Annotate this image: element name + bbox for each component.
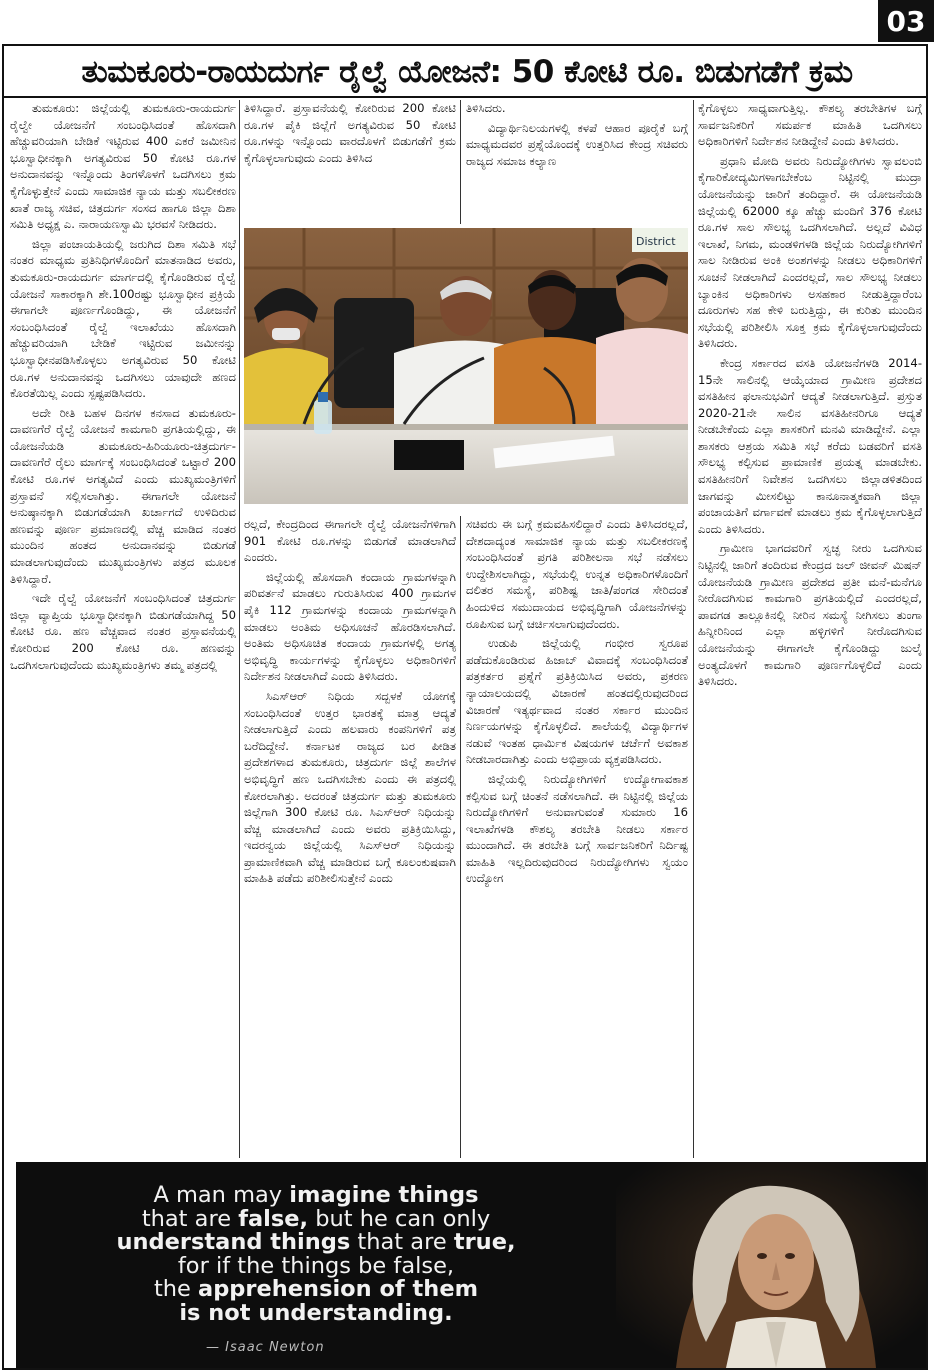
quote-segment: is not understanding. — [179, 1299, 453, 1326]
quote-segment: that are — [350, 1229, 454, 1255]
quote-segment: that are — [141, 1205, 239, 1232]
quote-author: — Isaac Newton — [206, 1340, 325, 1355]
article-column-2-bottom — [244, 516, 456, 1160]
article-column-3-bottom — [466, 516, 688, 1160]
photo-nameplate: District — [636, 235, 676, 248]
meeting-photo — [244, 228, 688, 504]
article-paragraph: ಪ್ರಧಾನಿ ಮೋದಿ ಅವರು ನಿರುದ್ಯೋಗಿಗಳು ಸ್ವಾವಲಂಬಿ ಕೈಗಾರಿಕೋದ್ಯಮಿಗಳಾಗಬೇಕೆಂಬ ನಿಟ್ಟಿನಲ್ಲಿ ಮುದ್ರಾ ಯೋಜನೆಯನ್ನು ಜಾರಿಗೆ ತಂದಿದ್ದಾರೆ. ಈ ಯೋಜನೆಯಡಿ ಜಿಲ್ಲೆಯಲ್ಲಿ 62000 ಕ್ಕೂ ಹೆಚ್ಚು ಮಂದಿಗೆ 376 ಕೋಟಿ ರೂ.ಗಳ ಸಾಲ ಸೌಲಭ್ಯ ಒದಗಿಸಲಾಗಿದೆ. ಅಲ್ಲದೆ ವಿವಿಧ ಇಲಾಖೆ, ನಿಗಮ, ಮಂಡಳಿಗಳಡಿ ಜಿಲ್ಲೆಯ ನಿರುದ್ಯೋಗಿಗಳಿಗೆ ಸಾಲ ನೀಡಿರುವ ಅಂಕಿ ಅಂಶಗಳನ್ನು ನೀಡಲು ಅಧಿಕಾರಿಗಳಿಗೆ ಸೂಚನೆ ನೀಡಲಾಗಿದೆ ಎಂದರಲ್ಲದೆ, ಸಾಲ ಸೌಲಭ್ಯ ನೀಡಲು ಬ್ಯಾಂಕಿನ ಅಧಿಕಾರಿಗಳು ಅಸಹಕಾರ ನೀಡುತ್ತಿದ್ದಾರೆಂಬ ದೂರುಗಳು ಸಹ ಕೇಳಿ ಬರುತ್ತಿದ್ದು, ಈ ಕುರಿತು ಮುಂದಿನ ಸಭೆಯಲ್ಲಿ ಪರಿಶೀಲಿಸಿ ಸೂಕ್ತ ಕ್ರಮ ಕೈಗೊಳ್ಳಲಾಗುವುದೆಂದು ತಿಳಿಸಿದರು. — [698, 153, 922, 351]
article-paragraph: ಕೇಂದ್ರ ಸರ್ಕಾರದ ವಸತಿ ಯೋಜನೆಗಳಡಿ 2014-15ನೇ ಸಾಲಿನಲ್ಲಿ ಆಯ್ಕೆಯಾದ ಗ್ರಾಮೀಣ ಪ್ರದೇಶದ ವಸತಿಹೀನ ಫಲಾನುಭವಿಗೆ ಆದ್ಯತೆ ನೀಡಲಾಗುತ್ತಿದೆ. ಪ್ರಸ್ತುತ 2020-21ನೇ ಸಾಲಿನ ವಸತಿಹೀನರಿಗೂ ಆದ್ಯತೆ ನೀಡಬೇಕೆಂದು ಎಲ್ಲಾ ಶಾಸಕರಿಗೆ ಮನವಿ ಮಾಡಿದ್ದೇನೆ. ಎಲ್ಲಾ ಶಾಸಕರು ಆಶ್ರಯ ಸಮಿತಿ ಸಭೆ ಕರೆದು ಬಡವರಿಗೆ ವಸತಿ ಸೌಲಭ್ಯ ಕಲ್ಪಿಸುವ ಪ್ರಾಮಾಣಿಕ ಪ್ರಯತ್ನ ಮಾಡಬೇಕು. ವಸತಿಹೀನರಿಗೆ ನಿವೇಶನ ಒದಗಿಸಲು ಜಿಲ್ಲಾಡಳಿತದಿಂದ ಜಾಗವನ್ನು ಮೀಸಲಿಟ್ಟು ಕಾನೂನಾತ್ಮಕವಾಗಿ ಜಿಲ್ಲಾ ಪಂಚಾಯತಿಗೆ ವರ್ಗಾವಣೆ ಮಾಡಲು ಕ್ರಮ ಕೈಗೊಳ್ಳಲಾಗುತ್ತಿದೆ ಎಂದು ತಿಳಿಸಿದರು. — [698, 355, 922, 536]
article-paragraph: ಗ್ರಾಮೀಣ ಭಾಗದವರಿಗೆ ಸ್ವಚ್ಛ ನೀರು ಒದಗಿಸುವ ನಿಟ್ಟಿನಲ್ಲಿ ಜಾರಿಗೆ ತಂದಿರುವ ಕೇಂದ್ರದ ಜಲ್ ಜೀವನ್ ಮಿಷನ್ ಯೋಜನೆಯಡಿ ಗ್ರಾಮೀಣ ಪ್ರದೇಶದ ಪ್ರತೀ ಮನೆ-ಮನೆಗೂ ನೀರೊದಗಿಸುವ ಕಾಮಗಾರಿ ಪ್ರಗತಿಯಲ್ಲಿದೆ ಎಂದರಲ್ಲದೆ, ಪಾವಗಡ ತಾಲ್ಲೂಕಿನಲ್ಲಿ ನೀರಿನ ಸಮಸ್ಯೆ ನೀಗಿಸಲು ತುಂಗಾ ಹಿನ್ನೀರಿನಿಂದ ಎಲ್ಲಾ ಹಳ್ಳಿಗಳಿಗೆ ನೀರೊದಗಿಸುವ ಯೋಜನೆಯನ್ನು ಈಗಾಗಲೇ ಕೈಗೊಂಡಿದ್ದು ಜುಲೈ ಅಂತ್ಯದೊಳಗೆ ಕಾಮಗಾರಿ ಪೂರ್ಣಗೊಳ್ಳಲಿದೆ ಎಂದು ತಿಳಿಸಿದರು. — [698, 541, 922, 689]
column-divider — [693, 100, 694, 1158]
article-paragraph: ಜಿಲ್ಲೆಯಲ್ಲಿ ನಿರುದ್ಯೋಗಿಗಳಿಗೆ ಉದ್ಯೋಗಾವಕಾಶ ಕಲ್ಪಿಸುವ ಬಗ್ಗೆ ಚಿಂತನೆ ನಡೆಸಲಾಗಿದೆ. ಈ ನಿಟ್ಟಿನಲ್ಲಿ ಜಿಲ್ಲೆಯ ನಿರುದ್ಯೋಗಿಗಳಿಗೆ ಅನುವಾಗುವಂತೆ ಸುಮಾರು 16 ಇಲಾಖೆಗಳಡಿ ಕೌಶಲ್ಯ ತರಬೇತಿ ನೀಡಲು ಸರ್ಕಾರ ಮುಂದಾಗಿದೆ. ಈ ತರಬೇತಿ ಬಗ್ಗೆ ಸಾರ್ವಜನಿಕರಿಗೆ ನಿರ್ದಿಷ್ಟ ಮಾಹಿತಿ ಇಲ್ಲದಿರುವುದರಿಂದ ನಿರುದ್ಯೋಗಿಗಳು ಸ್ವಯಂ ಉದ್ಯೋಗ — [466, 771, 688, 886]
article-paragraph: ಸಿಎಸ್‌ಆರ್ ನಿಧಿಯ ಸದ್ಬಳಕೆ ಯೋಗಕ್ಕೆ ಸಂಬಂಧಿಸಿದಂತೆ ಉತ್ತರ ಭಾರತಕ್ಕೆ ಮಾತ್ರ ಆದ್ಯತೆ ನೀಡಲಾಗುತ್ತಿದೆ ಎಂದು ಹಲವಾರು ಕಂಪನಿಗಳಿಗೆ ಪತ್ರ ಬರೆದಿದ್ದೇನೆ. ಕರ್ನಾಟಕ ರಾಜ್ಯದ ಬರ ಪೀಡಿತ ಪ್ರದೇಶಗಳಾದ ತುಮಕೂರು, ಚಿತ್ರದುರ್ಗ ಜಿಲ್ಲೆ ಶಾಲೆಗಳ ಅಭಿವೃದ್ಧಿಗೆ ಹಣ ಒದಗಿಸಬೇಕು ಎಂದು ಈ ಪತ್ರದಲ್ಲಿ ಕೋರಲಾಗಿತ್ತು. ಅದರಂತೆ ಚಿತ್ರದುರ್ಗ ಮತ್ತು ತುಮಕೂರು ಜಿಲ್ಲೆಗಾಗಿ 300 ಕೋಟಿ ರೂ. ಸಿಎಸ್‌ಆರ್ ನಿಧಿಯನ್ನು ವೆಚ್ಚ ಮಾಡಲಾಗಿದೆ ಎಂದು ಅವರು ಪ್ರತಿಕ್ರಿಯಿಸಿದ್ದು, ಇದರನ್ವಯ ಜಿಲ್ಲೆಯಲ್ಲಿ ಸಿಎಸ್‌ಆರ್ ನಿಧಿಯನ್ನು ಪ್ರಾಮಾಣಿಕವಾಗಿ ವೆಚ್ಚ ಮಾಡಿರುವ ಬಗ್ಗೆ ಕೂಲಂಕುಷವಾಗಿ ಮಾಹಿತಿ ಪಡೆದು ಪರಿಶೀಲಿಸುತ್ತೇನೆ ಎಂದು — [244, 688, 456, 886]
article-paragraph: ಕೈಗೊಳ್ಳಲು ಸಾಧ್ಯವಾಗುತ್ತಿಲ್ಲ. ಕೌಶಲ್ಯ ತರಬೇತಿಗಳ ಬಗ್ಗೆ ಸಾರ್ವಜನಿಕರಿಗೆ ಸಮರ್ಪಕ ಮಾಹಿತಿ ಒದಗಿಸಲು ಅಧಿಕಾರಿಗಳಿಗೆ ನಿರ್ದೇಶನ ನೀಡಿದ್ದೇನೆ ಎಂದು ತಿಳಿಸಿದರು. — [698, 101, 922, 149]
article-paragraph: ರಲ್ಲದೆ, ಕೇಂದ್ರದಿಂದ ಈಗಾಗಲೇ ರೈಲ್ವೆ ಯೋಜನೆಗಳಿಗಾಗಿ 901 ಕೋಟಿ ರೂ.ಗಳನ್ನು ಬಿಡುಗಡೆ ಮಾಡಲಾಗಿದೆ ಎಂದರು. — [244, 517, 456, 565]
quote-text — [46, 1184, 586, 1325]
quote-segment: understand things — [116, 1229, 351, 1255]
article-paragraph: ತಿಳಿಸಿದ್ದಾರೆ. ಪ್ರಸ್ತಾವನೆಯಲ್ಲಿ ಕೋರಿರುವ 200 ಕೋಟಿ ರೂ.ಗಳ ಪೈಕಿ ಜಿಲ್ಲೆಗೆ ಅಗತ್ಯವಿರುವ 50 ಕೋಟಿ ರೂ.ಗಳನ್ನು ಇನ್ನೊಂದು ವಾರದೊಳಗೆ ಬಿಡುಗಡೆಗೆ ಕ್ರಮ ಕೈಗೊಳ್ಳಲಾಗುವುದು ಎಂದು ತಿಳಿಸಿದ — [244, 101, 456, 165]
article-paragraph: ಅದೇ ರೀತಿ ಬಹಳ ದಿನಗಳ ಕನಸಾದ ತುಮಕೂರು-ದಾವಣಗೆರೆ ರೈಲ್ವೆ ಯೋಜನೆ ಕಾಮಗಾರಿ ಪ್ರಗತಿಯಲ್ಲಿದ್ದು, ಈ ಯೋಜನೆಯಡಿ ತುಮಕೂರು-ಹಿರಿಯೂರು-ಚಿತ್ರದುರ್ಗ-ದಾವಣಗೆರೆ ರೈಲು ಮಾರ್ಗಕ್ಕೆ ಸಂಬಂಧಿಸಿದಂತೆ ಒಟ್ಟಾರೆ 200 ಕೋಟಿ ರೂ.ಗಳ ಅಗತ್ಯವಿದೆ ಎಂದು ಮುಖ್ಯಮಂತ್ರಿಗಳಿಗೆ ಪ್ರಸ್ತಾವನೆ ಸಲ್ಲಿಸಲಾಗಿತ್ತು. ಈಗಾಗಲೇ ಯೋಜನೆ ಅನುಷ್ಠಾನಕ್ಕಾಗಿ ಬಿಡುಗಡೆಯಾಗಿ ಖರ್ಚಾಗದೆ ಉಳಿದಿರುವ ಹಣವನ್ನು ಪೂರ್ಣ ಪ್ರಮಾಣದಲ್ಲಿ ವೆಚ್ಚ ಮಾಡಿದ ನಂತರ ಮುಂದಿನ ಹಂತದ ಅನುದಾನವನ್ನು ಬಿಡುಗಡೆ ಮಾಡಲಾಗುವುದೆಂದು ಮುಖ್ಯಮಂತ್ರಿಗಳು ಪತ್ರದ ಮೂಲಕ ತಿಳಿಸಿದ್ದಾರೆ. — [10, 405, 236, 586]
article-paragraph: ವಿದ್ಯಾರ್ಥಿನಿಲಯಗಳಲ್ಲಿ ಕಳಪೆ ಆಹಾರ ಪೂರೈಕೆ ಬಗ್ಗೆ ಮಾಧ್ಯಮದವರ ಪ್ರಶ್ನೆಯೊಂದಕ್ಕೆ ಉತ್ತರಿಸಿದ ಕೇಂದ್ರ ಸಚಿವರು ರಾಜ್ಯದ ಸಮಾಜ ಕಲ್ಯಾಣ — [466, 120, 688, 168]
article-paragraph: ಸಚಿವರು ಈ ಬಗ್ಗೆ ಕ್ರಮವಹಿಸಲಿದ್ದಾರೆ ಎಂದು ತಿಳಿಸಿದರಲ್ಲದೆ, ದೇಶದಾದ್ಯಂತ ಸಾಮಾಜಿಕ ನ್ಯಾಯ ಮತ್ತು ಸಬಲೀಕರಣಕ್ಕೆ ಸಂಬಂಧಿಸಿದಂತೆ ಪ್ರಗತಿ ಪರಿಶೀಲನಾ ಸಭೆ ನಡೆಸಲು ಉದ್ದೇಶಿಸಲಾಗಿದ್ದು, ಸಭೆಯಲ್ಲಿ ಉನ್ನತ ಅಧಿಕಾರಿಗಳೊಂದಿಗೆ ದಲಿತರ ಸಮಸ್ಯೆ, ಪರಿಶಿಷ್ಟ ಜಾತಿ/ಪಂಗಡ ಸೇರಿದಂತೆ ಹಿಂದುಳಿದ ಸಮುದಾಯದ ಅಭಿವೃದ್ಧಿಗಾಗಿ ಯೋಜನೆಗಳನ್ನು ರೂಪಿಸುವ ಬಗ್ಗೆ ಚರ್ಚಿಸಲಾಗುವುದೆಂದರು. — [466, 517, 688, 631]
article-column-1 — [10, 100, 236, 1160]
quote-segment: for if the things be false, — [177, 1252, 455, 1279]
article-column-3-top — [466, 100, 688, 224]
quote-segment: imagine things — [289, 1182, 479, 1208]
meeting-photo-illustration — [244, 228, 688, 504]
quote-segment: but he can only — [308, 1205, 491, 1232]
article-paragraph: ತಿಳಿಸಿದರು. — [466, 101, 506, 115]
page-number: 03 — [878, 0, 934, 42]
headline: ತುಮಕೂರು-ರಾಯದುರ್ಗ ರೈಲ್ವೆ ಯೋಜನೆ: 50 ಕೋಟಿ ರೂ. ಬಿಡುಗಡೆಗೆ ಕ್ರಮ — [81, 54, 853, 90]
column-divider — [460, 100, 461, 224]
article-paragraph: ಜಿಲ್ಲಾ ಪಂಚಾಯತಿಯಲ್ಲಿ ಜರುಗಿದ ದಿಶಾ ಸಮಿತಿ ಸಭೆ ನಂತರ ಮಾಧ್ಯಮ ಪ್ರತಿನಿಧಿಗಳೊಂದಿಗೆ ಮಾತನಾಡಿದ ಅವರು, ತುಮಕೂರು-ರಾಯದುರ್ಗ ಮಾರ್ಗದಲ್ಲಿ ಕೈಗೊಂಡಿರುವ ರೈಲ್ವೆ ಯೋಜನೆ ಸಾಕಾರಕ್ಕಾಗಿ ಶೇ.100ರಷ್ಟು ಭೂಸ್ವಾಧೀನ ಪ್ರಕ್ರಿಯೆ ಈಗಾಗಲೇ ಪೂರ್ಣಗೊಂಡಿದ್ದು, ಈ ಯೋಜನೆಗೆ ಸಂಬಂಧಿಸಿದಂತೆ ರೈಲ್ವೆ ಇಲಾಖೆಯು ಹೊಸದಾಗಿ ಹೆಚ್ಚುವರಿಯಾಗಿ ಬೇಡಿಕೆ ಇಟ್ಟಿರುವ ಜಮೀನನ್ನು ಭೂಸ್ವಾಧೀನಪಡಿಸಿಕೊಳ್ಳಲು ಅಗತ್ಯವಿರುವ 50 ಕೋಟಿ ರೂ.ಗಳ ಅನುದಾನವನ್ನು ಒದಗಿಸಲು ಯಾವುದೇ ಹಣದ ಕೊರತೆಯಿಲ್ಲ ಎಂದು ಸ್ಪಷ್ಟಪಡಿಸಿದರು. — [10, 236, 236, 401]
article-paragraph: ಉಡುಪಿ ಜಿಲ್ಲೆಯಲ್ಲಿ ಗಂಭೀರ ಸ್ವರೂಪ ಪಡೆದುಕೊಂಡಿರುವ ಹಿಜಾಬ್ ವಿವಾದಕ್ಕೆ ಸಂಬಂಧಿಸಿದಂತೆ ಪತ್ರಕರ್ತರ ಪ್ರಶ್ನೆಗೆ ಪ್ರತಿಕ್ರಿಯಿಸಿದ ಅವರು, ಪ್ರಕರಣ ನ್ಯಾಯಾಲಯದಲ್ಲಿ ವಿಚಾರಣೆ ಹಂತದಲ್ಲಿರುವುದರಿಂದ ವಿಚಾರಣೆ ಇತ್ಯರ್ಥವಾದ ನಂತರ ಸರ್ಕಾರ ಮುಂದಿನ ನಿರ್ಣಯಗಳನ್ನು ಕೈಗೊಳ್ಳಲಿದೆ. ಶಾಲೆಯಲ್ಲಿ ವಿದ್ಯಾರ್ಥಿಗಳ ನಡುವೆ ಇಂತಹ ಧಾರ್ಮಿಕ ವಿಷಯಗಳ ಚರ್ಚೆಗೆ ಅವಕಾಶ ನೀಡಬಾರದಾಗಿತ್ತು ಎಂದು ಅಭಿಪ್ರಾಯ ವ್ಯಕ್ತಪಡಿಸಿದರು. — [466, 636, 688, 767]
article-column-4 — [698, 100, 922, 1160]
newton-portrait — [616, 1162, 926, 1368]
quote-banner — [16, 1162, 926, 1368]
quote-segment: apprehension of them — [198, 1276, 479, 1302]
article-paragraph: ಇದೇ ರೈಲ್ವೆ ಯೋಜನೆಗೆ ಸಂಬಂಧಿಸಿದಂತೆ ಚಿತ್ರದುರ್ಗ ಜಿಲ್ಲಾ ವ್ಯಾಪ್ತಿಯ ಭೂಸ್ವಾಧೀನಕ್ಕಾಗಿ ಬಿಡುಗಡೆಯಾಗಿದ್ದ 50 ಕೋಟಿ ರೂ. ಹಣ ವೆಚ್ಚವಾದ ನಂತರ ಪ್ರಸ್ತಾವನೆಯಲ್ಲಿ ಕೋರಿರುವ 200 ಕೋಟಿ ರೂ. ಹಣವನ್ನು ಒದಗಿಸಲಾಗುವುದೆಂದು ಮುಖ್ಯಮಂತ್ರಿಗಳು ತಮ್ಮ ಪತ್ರದಲ್ಲಿ — [10, 591, 236, 672]
article-column-2-top — [244, 100, 456, 224]
quote-segment: A man may — [153, 1182, 290, 1208]
column-divider — [460, 516, 461, 1158]
article-paragraph: ಜಿಲ್ಲೆಯಲ್ಲಿ ಹೊಸದಾಗಿ ಕಂದಾಯ ಗ್ರಾಮಗಳನ್ನಾಗಿ ಪರಿವರ್ತನೆ ಮಾಡಲು ಗುರುತಿಸಿರುವ 400 ಗ್ರಾಮಗಳ ಪೈಕಿ 112 ಗ್ರಾಮಗಳನ್ನು ಕಂದಾಯ ಗ್ರಾಮಗಳನ್ನಾಗಿ ಮಾಡಲು ಅಂತಿಮ ಅಧಿಸೂಚನೆ ಹೊರಡಿಸಲಾಗಿದೆ. ಅಂತಿಮ ಅಧಿಸೂಚಿತ ಕಂದಾಯ ಗ್ರಾಮಗಳಲ್ಲಿ ಅಗತ್ಯ ಅಭಿವೃದ್ಧಿ ಕಾರ್ಯಗಳನ್ನು ಕೈಗೊಳ್ಳಲು ಅಧಿಕಾರಿಗಳಿಗೆ ನಿರ್ದೇಶನ ನೀಡಲಾಗಿದೆ ಎಂದು ತಿಳಿಸಿದರು. — [244, 569, 456, 684]
headline-rule — [4, 96, 926, 98]
column-divider — [239, 100, 240, 1158]
quote-segment: true, — [453, 1229, 516, 1255]
article-paragraph: ತುಮಕೂರು: ಜಿಲ್ಲೆಯಲ್ಲಿ ತುಮಕೂರು-ರಾಯದುರ್ಗ ರೈಲ್ವೇ ಯೋಜನೆಗೆ ಸಂಬಂಧಿಸಿದಂತೆ ಹೊಸದಾಗಿ ಹೆಚ್ಚುವರಿಯಾಗಿ ಬೇಡಿಕೆ ಇಟ್ಟಿರುವ 400 ಎಕರೆ ಜಮೀನಿನ ಭೂಸ್ವಾಧೀನಕ್ಕಾಗಿ ಅಗತ್ಯವಿರುವ 50 ಕೋಟಿ ರೂ.ಗಳ ಅನುದಾನವನ್ನು ಇನ್ನೊಂದು ತಿಂಗಳೊಳಗೆ ಒದಗಿಸಲು ಕ್ರಮ ಕೈಗೊಳ್ಳುತ್ತೇನೆ ಎಂದು ಸಾಮಾಜಿಕ ನ್ಯಾಯ ಮತ್ತು ಸಬಲೀಕರಣ ಖಾತೆ ರಾಜ್ಯ ಸಚಿವ, ಚಿತ್ರದುರ್ಗ ಸಂಸದ ಹಾಗೂ ಜಿಲ್ಲಾ ದಿಶಾ ಸಮಿತಿ ಅಧ್ಯಕ್ಷ ಎ. ನಾರಾಯಣಸ್ವಾಮಿ ಭರವಸೆ ನೀಡಿದರು. — [10, 101, 236, 232]
quote-segment: false, — [238, 1205, 309, 1232]
quote-segment: the — [153, 1276, 199, 1302]
